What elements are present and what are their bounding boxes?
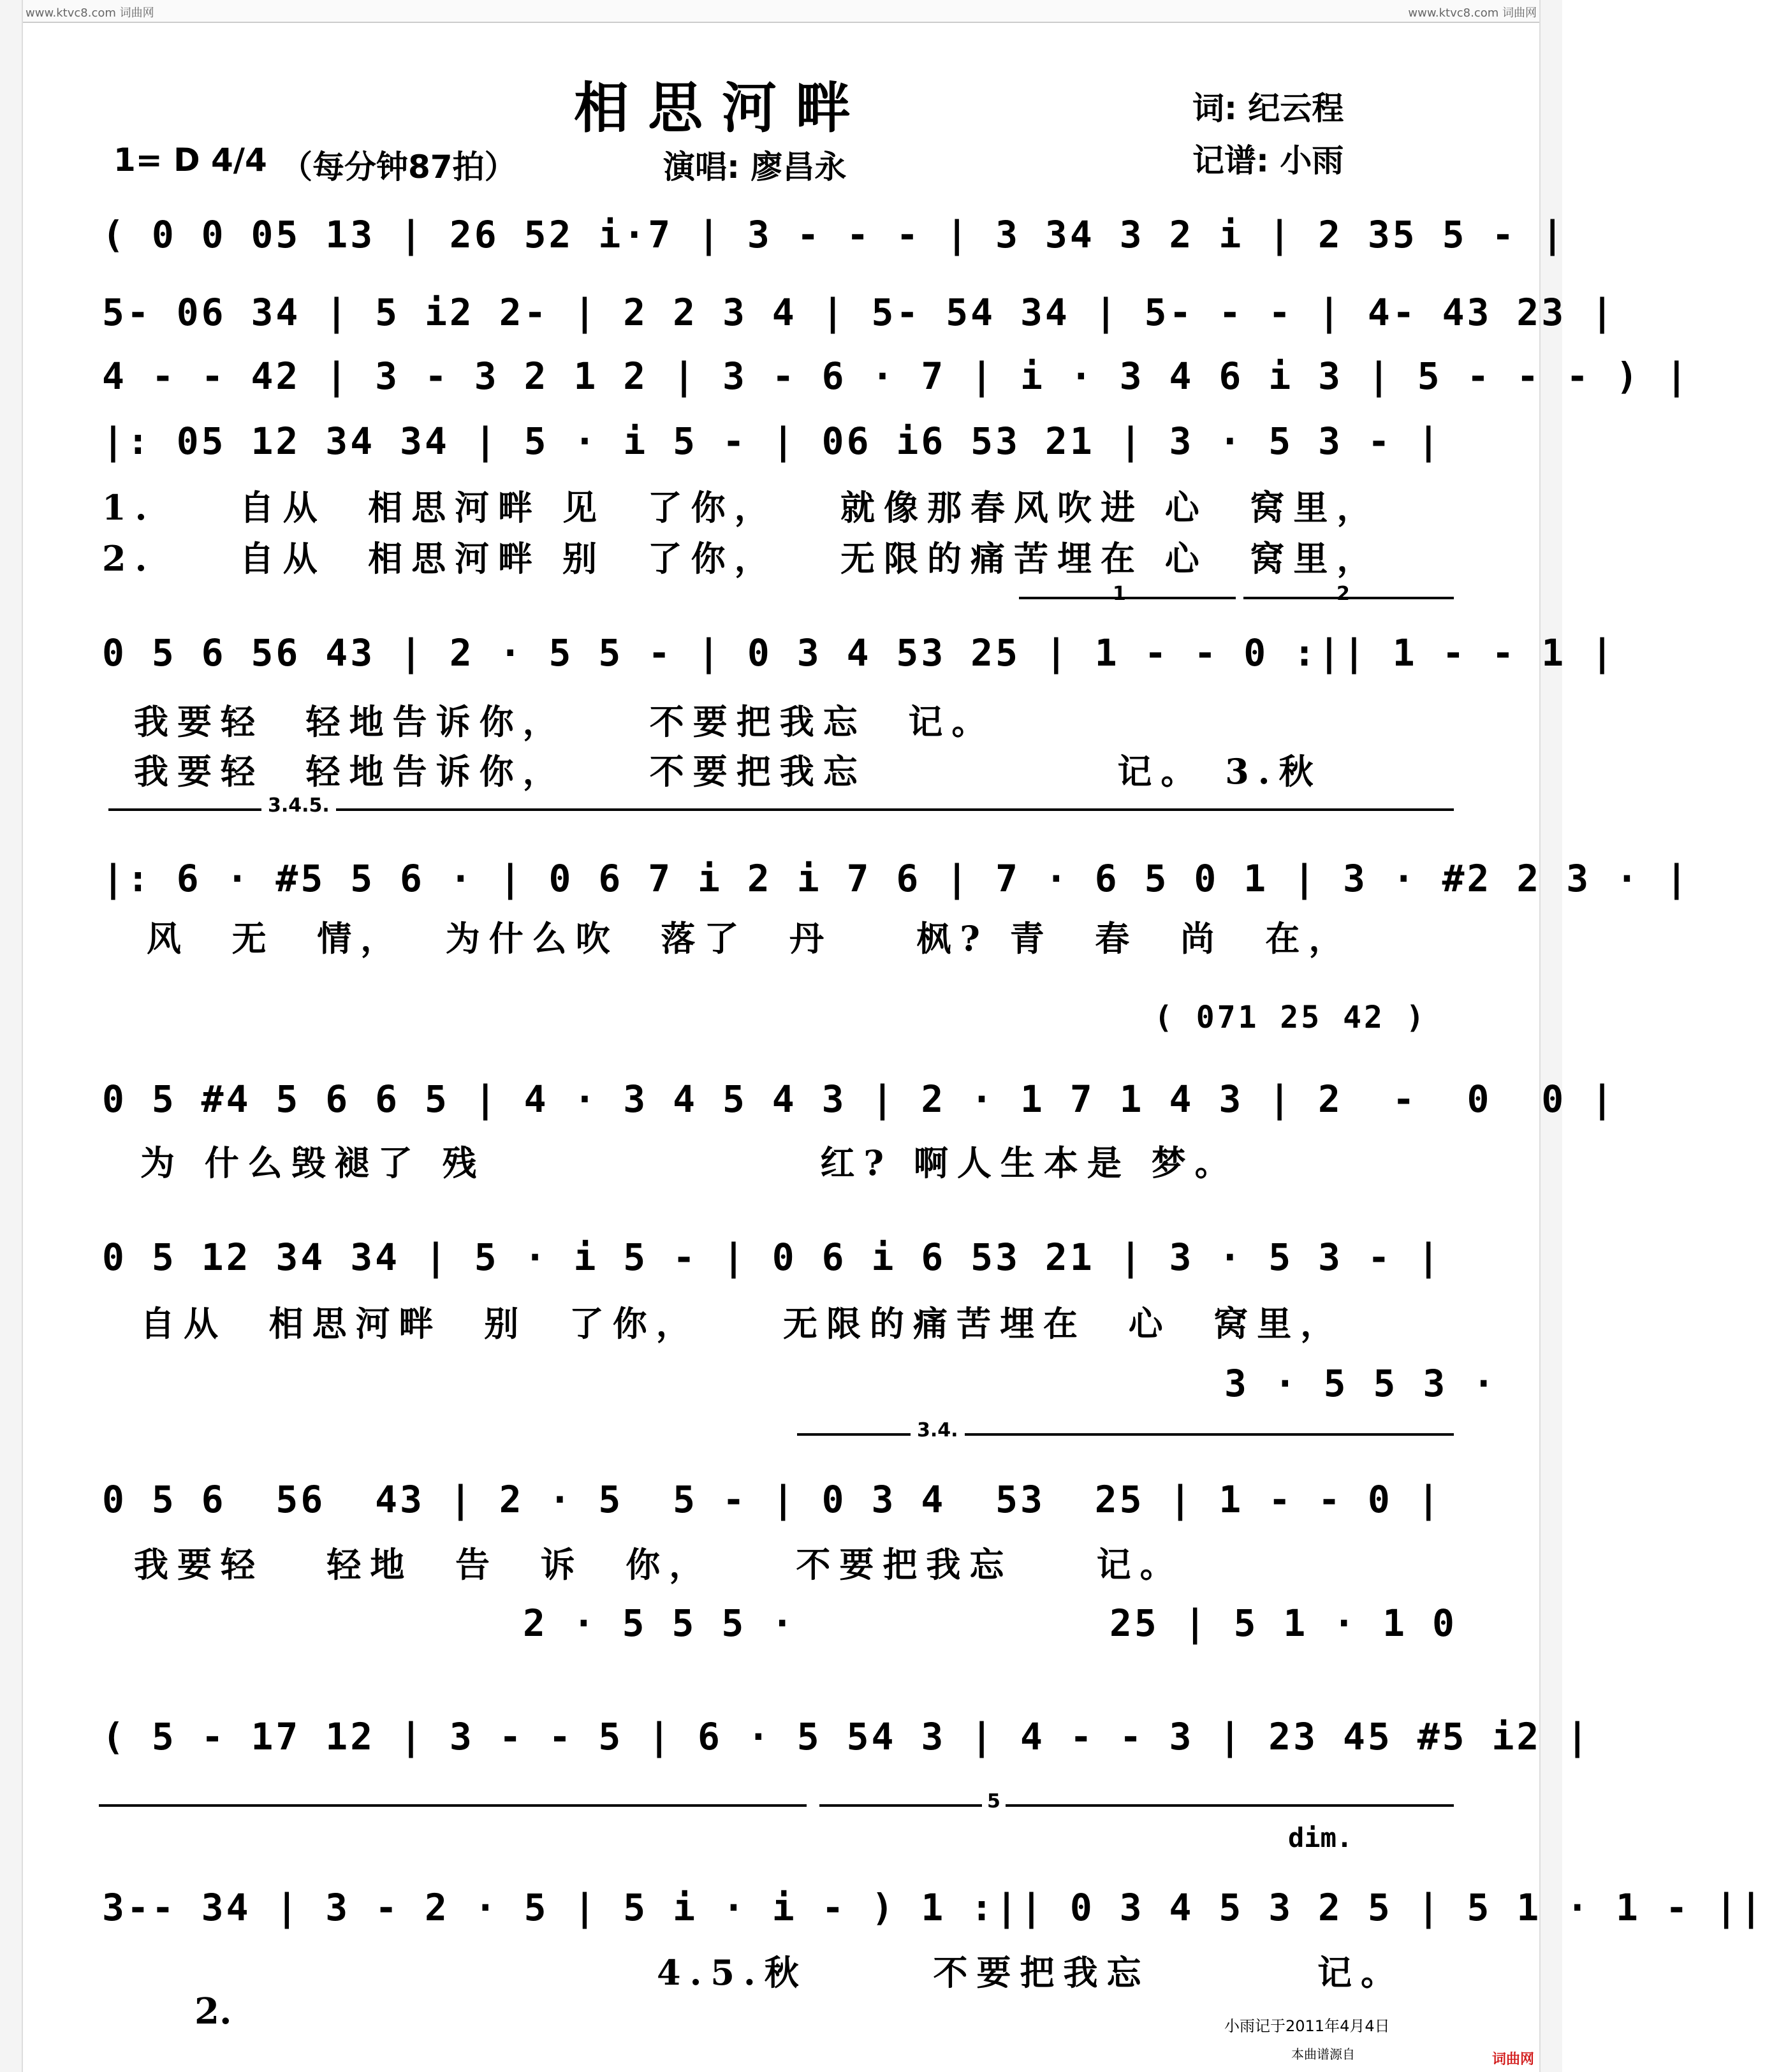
score-row-10: ( 5 - 17 12 | 3 - - 5 | 6 · 5 54 3 | 4 - - 3 | 23 45 #5 i2 |	[102, 1715, 1592, 1758]
singer: 演唱: 廖昌永	[663, 149, 847, 186]
lyric-verse-1: 1. 自从 相思河畔 见 了你， 就像那春风吹进 心 窝里，	[102, 487, 1381, 528]
volta-1-label: 1	[1113, 583, 1126, 605]
score-row-7: 0 5 #4 5 6 6 5 | 4 · 3 4 5 4 3 | 2 · 1 7 1 4 3 | 2 - 0 0 |	[102, 1077, 1616, 1121]
volta-5-line	[819, 1804, 1454, 1807]
lyric-verse-3: 风 无 情， 为什么吹 落了 丹 枫? 青 春 尚 在，	[147, 918, 1352, 959]
volta-345-label: 3.4.5.	[261, 794, 336, 817]
score-row-2: 5- 06 34 | 5 i2 2- | 2 2 3 4 | 5- 54 34 | 5- - - | 4- 43 23 |	[102, 291, 1616, 334]
volta-1-line	[1019, 597, 1236, 599]
volta-2-label: 2	[1337, 583, 1350, 605]
footnote-number: 2.	[194, 1990, 232, 2032]
top-watermark-bar	[0, 0, 1562, 23]
site-logo: 词曲网	[1491, 2052, 1534, 2068]
score-row-harmony-3: 25 | 5 1 · 1 0	[1110, 1601, 1457, 1645]
volta-34-line	[797, 1433, 1454, 1436]
lyric-chorus-2: 我要轻 轻地告诉你， 不要把我忘 记。 3.秋	[134, 751, 1322, 792]
lyric-chorus-3: 我要轻 轻地 告 诉 你， 不要把我忘 记。	[134, 1544, 1183, 1585]
volta-34-label: 3.4.	[911, 1419, 965, 1441]
score-row-fill: ( 071 25 42 )	[1154, 1000, 1427, 1035]
score-row-3: 4 - - 42 | 3 - 3 2 1 2 | 3 - 6 · 7 | i · 3 4 6 i 3 | 5 - - - ) |	[102, 354, 1690, 398]
song-title: 相思河畔	[574, 76, 870, 140]
lyric-verse-4: 自从 相思河畔 别 了你， 无限的痛苦埋在 心 窝里，	[140, 1303, 1344, 1344]
score-row-4: |: 05 12 34 34 | 5 · i 5 - | 06 i6 53 21 | 3 · 5 3 - |	[102, 420, 1442, 463]
score-row-8: 0 5 12 34 34 | 5 · i 5 - | 0 6 i 6 53 21 | 3 · 5 3 - |	[102, 1236, 1442, 1279]
score-row-6: |: 6 · #5 5 6 · | 0 6 7 i 2 i 7 6 | 7 · 6 5 0 1 | 3 · #2 2 3 · |	[102, 857, 1690, 900]
dim-marking: dim.	[1288, 1822, 1353, 1853]
key-signature: 1= D 4/4	[114, 142, 267, 179]
lyric-bridge: 为 什么毁褪了 残 红? 啊人生本是 梦。	[140, 1142, 1238, 1183]
score-row-1: ( 0 0 05 13 | 26 52 i·7 | 3 - - - | 3 34 3 2 i | 2 35 5 - |	[102, 213, 1567, 256]
score-row-5: 0 5 6 56 43 | 2 · 5 5 - | 0 3 4 53 25 | 1 - - 0 :|| 1 - - 1 |	[102, 631, 1616, 675]
transcription-date: 小雨记于2011年4月4日	[1224, 2017, 1390, 2035]
score-row-9: 0 5 6 56 43 | 2 · 5 5 - | 0 3 4 53 25 | 1 - - 0 |	[102, 1478, 1442, 1521]
score-row-harmony-2: 2 · 5 5 5 ·	[523, 1601, 796, 1645]
score-row-11: 3-- 34 | 3 - 2 · 5 | 5 i · i - ) 1 :|| 0 3 4 5 3 2 5 | 5 1 · 1 - ||	[102, 1886, 1765, 1929]
volta-5-label: 5	[982, 1790, 1006, 1813]
lyric-verse-2: 2. 自从 相思河畔 别 了你， 无限的痛苦埋在 心 窝里，	[102, 538, 1381, 579]
left-margin-strip	[0, 0, 23, 2072]
top-right-watermark: www.ktvc8.com 词曲网	[1408, 6, 1537, 20]
volta-4-line	[99, 1804, 807, 1807]
lyric-ending: 4.5.秋 不要把我忘 记。	[657, 1952, 1404, 1993]
source-note: 本曲谱源自	[1291, 2046, 1355, 2062]
lyricist: 词: 纪云程	[1192, 90, 1344, 127]
tempo: （每分钟87拍）	[281, 149, 516, 186]
transcriber: 记谱: 小雨	[1192, 142, 1344, 179]
top-left-watermark: www.ktvc8.com 词曲网	[26, 6, 154, 20]
lyric-chorus-1: 我要轻 轻地告诉你， 不要把我忘 记。	[134, 701, 995, 742]
score-row-harmony-1: 3 · 5 5 3 ·	[1224, 1362, 1498, 1405]
